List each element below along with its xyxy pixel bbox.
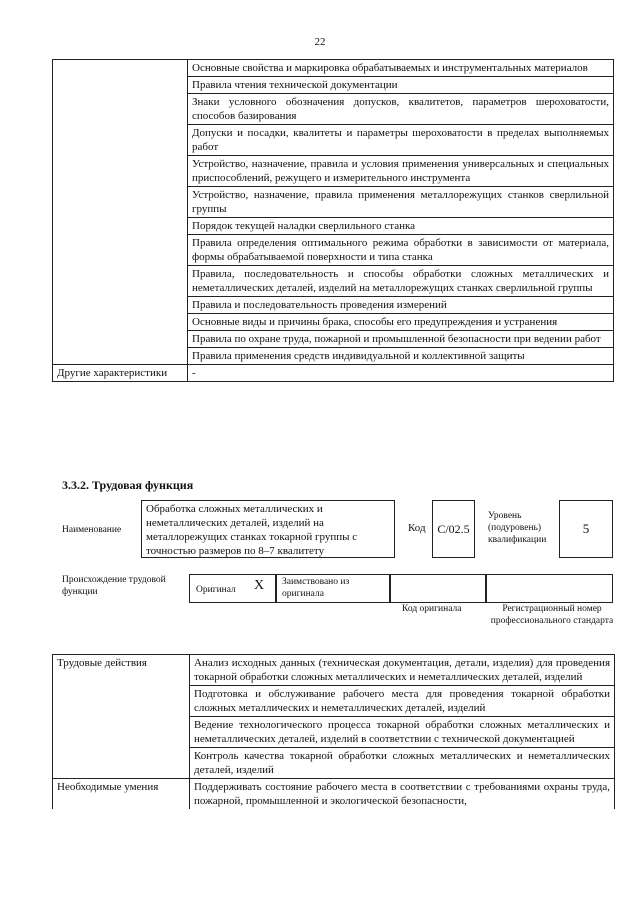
knowledge-item: Устройство, назначение, правила применения металлорежущих станков сверлильной группы — [188, 187, 614, 218]
table-row — [53, 60, 614, 77]
knowledge-item: Порядок текущей наладки сверлильного станка — [188, 218, 614, 235]
knowledge-table — [52, 59, 614, 382]
other-characteristics-value: - — [188, 365, 614, 382]
reg-number-cell — [486, 574, 613, 603]
qualification-level-value: 5 — [559, 500, 613, 558]
action-item: Контроль качества токарной обработки сложных металлических и неметаллических деталей, изделий — [190, 748, 615, 779]
table-row — [53, 779, 615, 810]
name-label: Наименование — [62, 525, 122, 535]
function-name-value: Обработка сложных металлических и неметаллических деталей, изделий на металлорежущих станках токарной группы с точностью размеров по 8–7 квалитету — [141, 500, 395, 558]
qualification-level-label: Уровень (подуровень) квалификации — [488, 511, 547, 545]
knowledge-item: Правила применения средств индивидуальной и коллективной защиты — [188, 348, 614, 365]
knowledge-item: Знаки условного обозначения допусков, квалитетов, параметров шероховатости, способов базирования — [188, 94, 614, 125]
knowledge-item: Основные свойства и маркировка обрабатываемых и инструментальных материалов — [188, 60, 614, 77]
original-label: Оригинал — [196, 585, 236, 595]
knowledge-item: Правила чтения технической документации — [188, 77, 614, 94]
reg-number-label: Регистрационный номер профессионального стандарта — [490, 604, 614, 626]
skills-label: Необходимые умения — [53, 779, 190, 810]
original-cell — [189, 574, 276, 603]
section-title: 3.3.2. Трудовая функция — [62, 478, 194, 492]
knowledge-item: Правила, последовательность и способы обработки сложных металлических и неметаллических деталей, изделий на металлорежущих станках сверлильной группы — [188, 266, 614, 297]
actions-label: Трудовые действия — [53, 655, 190, 779]
knowledge-item: Правила по охране труда, пожарной и промышленной безопасности при ведении работ — [188, 331, 614, 348]
knowledge-item: Допуски и посадки, квалитеты и параметры шероховатости в пределах выполняемых работ — [188, 125, 614, 156]
borrowed-label: Заимствовано из оригинала — [276, 574, 390, 603]
code-original-cell — [390, 574, 486, 603]
action-item: Ведение технологического процесса токарной обработки сложных металлических и неметаллических деталей, изделий в соответствии с технической документацией — [190, 717, 615, 748]
origin-label: Происхождение трудовой функции — [62, 575, 166, 597]
knowledge-item: Основные виды и причины брака, способы его предупреждения и устранения — [188, 314, 614, 331]
action-item: Анализ исходных данных (техническая документация, детали, изделия) для проведения токарной обработки сложных металлических и неметаллических деталей, изделий — [190, 655, 615, 686]
action-item: Подготовка и обслуживание рабочего места для проведения токарной обработки сложных металлических и неметаллических деталей, изделий — [190, 686, 615, 717]
knowledge-item: Правила определения оптимального режима обработки в зависимости от материала, формы обрабатываемой поверхности и типа станка — [188, 235, 614, 266]
code-original-label: Код оригинала — [402, 604, 462, 614]
code-label: Код — [408, 522, 426, 534]
code-value: С/02.5 — [432, 500, 475, 558]
skill-item: Поддерживать состояние рабочего места в соответствии с требованиями охраны труда, пожарной, промышленной и экологической безопасности, — [190, 779, 615, 810]
knowledge-item: Устройство, назначение, правила и условия применения универсальных и специальных приспособлений, режущего и измерительного инструмента — [188, 156, 614, 187]
knowledge-item: Правила и последовательность проведения измерений — [188, 297, 614, 314]
table-row — [53, 655, 615, 686]
duties-table — [52, 654, 615, 809]
other-characteristics-label: Другие характеристики — [53, 365, 188, 382]
row-label-empty — [53, 60, 188, 365]
page-number: 22 — [314, 36, 326, 48]
table-row — [53, 365, 614, 382]
original-mark: X — [254, 578, 265, 593]
